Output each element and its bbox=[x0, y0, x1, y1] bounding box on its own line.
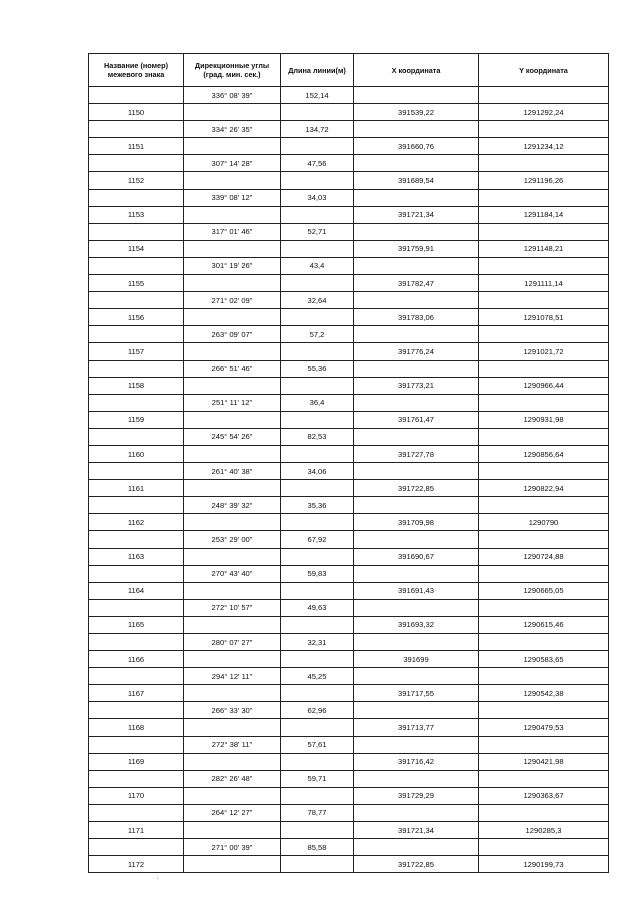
segment-row bbox=[89, 121, 609, 138]
marker-name-cell bbox=[89, 463, 184, 480]
x-coordinate-cell: 391709,98 bbox=[354, 514, 479, 531]
direction-angle-cell: 245° 54' 26" bbox=[184, 428, 281, 445]
y-coordinate-cell: 1291196,26 bbox=[479, 172, 609, 189]
x-coordinate-cell bbox=[354, 839, 479, 856]
marker-name-cell: 1167 bbox=[89, 685, 184, 702]
point-row bbox=[89, 685, 609, 702]
direction-angle-cell: 261° 40' 38" bbox=[184, 463, 281, 480]
line-length-cell: 59,71 bbox=[281, 770, 354, 787]
y-coordinate-cell: 1290724,88 bbox=[479, 548, 609, 565]
y-coordinate-cell: 1290542,38 bbox=[479, 685, 609, 702]
direction-angle-cell: 253° 29' 00" bbox=[184, 531, 281, 548]
direction-angle-cell: 251° 11' 12" bbox=[184, 394, 281, 411]
x-coordinate-cell: 391729,29 bbox=[354, 787, 479, 804]
line-length-cell bbox=[281, 514, 354, 531]
marker-name-cell: 1157 bbox=[89, 343, 184, 360]
direction-angle-cell: 264° 12' 27" bbox=[184, 804, 281, 821]
line-length-cell bbox=[281, 787, 354, 804]
line-length-cell: 67,92 bbox=[281, 531, 354, 548]
x-coordinate-cell: 391773,21 bbox=[354, 377, 479, 394]
direction-angle-cell bbox=[184, 343, 281, 360]
y-coordinate-cell bbox=[479, 463, 609, 480]
line-length-cell: 32,64 bbox=[281, 292, 354, 309]
y-coordinate-cell bbox=[479, 428, 609, 445]
y-coordinate-cell: 1290583,65 bbox=[479, 651, 609, 668]
y-coordinate-cell bbox=[479, 155, 609, 172]
line-length-cell bbox=[281, 445, 354, 462]
x-coordinate-cell: 391689,54 bbox=[354, 172, 479, 189]
line-length-cell: 62,96 bbox=[281, 702, 354, 719]
boundary-coordinates-table bbox=[88, 53, 609, 873]
y-coordinate-cell bbox=[479, 634, 609, 651]
x-coordinate-cell bbox=[354, 668, 479, 685]
direction-angle-cell: 336° 08' 39" bbox=[184, 87, 281, 104]
y-coordinate-cell bbox=[479, 770, 609, 787]
line-length-cell bbox=[281, 616, 354, 633]
marker-name-cell bbox=[89, 702, 184, 719]
marker-name-cell: 1153 bbox=[89, 206, 184, 223]
point-row bbox=[89, 240, 609, 257]
line-length-cell bbox=[281, 685, 354, 702]
line-length-cell: 32,31 bbox=[281, 634, 354, 651]
line-length-cell: 57,2 bbox=[281, 326, 354, 343]
line-length-cell: 82,53 bbox=[281, 428, 354, 445]
direction-angle-cell bbox=[184, 206, 281, 223]
line-length-cell bbox=[281, 651, 354, 668]
x-coordinate-cell bbox=[354, 804, 479, 821]
marker-name-cell bbox=[89, 634, 184, 651]
marker-name-cell: 1168 bbox=[89, 719, 184, 736]
x-coordinate-cell: 391713,77 bbox=[354, 719, 479, 736]
x-coordinate-cell bbox=[354, 463, 479, 480]
header-line-length: Длина линии(м) bbox=[281, 54, 354, 87]
direction-angle-cell bbox=[184, 582, 281, 599]
marker-name-cell: 1166 bbox=[89, 651, 184, 668]
direction-angle-cell: 266° 33' 30" bbox=[184, 702, 281, 719]
segment-row bbox=[89, 87, 609, 104]
line-length-cell bbox=[281, 343, 354, 360]
marker-name-cell: 1169 bbox=[89, 753, 184, 770]
segment-row bbox=[89, 804, 609, 821]
x-coordinate-cell: 391721,34 bbox=[354, 822, 479, 839]
direction-angle-cell bbox=[184, 514, 281, 531]
y-coordinate-cell: 1290856,64 bbox=[479, 445, 609, 462]
segment-row bbox=[89, 839, 609, 856]
x-coordinate-cell bbox=[354, 394, 479, 411]
y-coordinate-cell: 1290479,53 bbox=[479, 719, 609, 736]
header-y-coordinate: Y координата bbox=[479, 54, 609, 87]
segment-row bbox=[89, 531, 609, 548]
y-coordinate-cell bbox=[479, 804, 609, 821]
direction-angle-cell: 248° 39' 32" bbox=[184, 497, 281, 514]
point-row bbox=[89, 548, 609, 565]
x-coordinate-cell bbox=[354, 497, 479, 514]
marker-name-cell bbox=[89, 428, 184, 445]
y-coordinate-cell bbox=[479, 565, 609, 582]
line-length-cell: 36,4 bbox=[281, 394, 354, 411]
marker-name-cell: 1162 bbox=[89, 514, 184, 531]
direction-angle-cell bbox=[184, 548, 281, 565]
marker-name-cell: 1151 bbox=[89, 138, 184, 155]
direction-angle-cell bbox=[184, 685, 281, 702]
y-coordinate-cell bbox=[479, 736, 609, 753]
line-length-cell bbox=[281, 582, 354, 599]
x-coordinate-cell bbox=[354, 121, 479, 138]
marker-name-cell bbox=[89, 770, 184, 787]
y-coordinate-cell bbox=[479, 531, 609, 548]
marker-name-cell bbox=[89, 839, 184, 856]
line-length-cell: 59,83 bbox=[281, 565, 354, 582]
y-coordinate-cell: 1291021,72 bbox=[479, 343, 609, 360]
marker-name-cell: 1156 bbox=[89, 309, 184, 326]
direction-angle-cell: 272° 10' 57" bbox=[184, 599, 281, 616]
x-coordinate-cell: 391783,06 bbox=[354, 309, 479, 326]
x-coordinate-cell: 391727,78 bbox=[354, 445, 479, 462]
scan-speck bbox=[157, 878, 158, 879]
line-length-cell bbox=[281, 377, 354, 394]
y-coordinate-cell: 1290790 bbox=[479, 514, 609, 531]
y-coordinate-cell bbox=[479, 326, 609, 343]
point-row bbox=[89, 787, 609, 804]
line-length-cell bbox=[281, 104, 354, 121]
point-row bbox=[89, 104, 609, 121]
x-coordinate-cell bbox=[354, 770, 479, 787]
marker-name-cell: 1163 bbox=[89, 548, 184, 565]
marker-name-cell: 1164 bbox=[89, 582, 184, 599]
line-length-cell bbox=[281, 309, 354, 326]
y-coordinate-cell bbox=[479, 360, 609, 377]
marker-name-cell bbox=[89, 360, 184, 377]
line-length-cell bbox=[281, 411, 354, 428]
line-length-cell bbox=[281, 275, 354, 292]
segment-row bbox=[89, 292, 609, 309]
y-coordinate-cell: 1290931,98 bbox=[479, 411, 609, 428]
direction-angle-cell: 272° 38' 11" bbox=[184, 736, 281, 753]
segment-row bbox=[89, 223, 609, 240]
marker-name-cell bbox=[89, 565, 184, 582]
y-coordinate-cell bbox=[479, 702, 609, 719]
line-length-cell bbox=[281, 548, 354, 565]
point-row bbox=[89, 138, 609, 155]
line-length-cell: 45,25 bbox=[281, 668, 354, 685]
x-coordinate-cell bbox=[354, 223, 479, 240]
point-row bbox=[89, 514, 609, 531]
y-coordinate-cell bbox=[479, 257, 609, 274]
line-length-cell bbox=[281, 206, 354, 223]
direction-angle-cell: 270° 43' 40" bbox=[184, 565, 281, 582]
x-coordinate-cell: 391693,32 bbox=[354, 616, 479, 633]
x-coordinate-cell bbox=[354, 428, 479, 445]
marker-name-cell bbox=[89, 531, 184, 548]
y-coordinate-cell: 1291292,24 bbox=[479, 104, 609, 121]
y-coordinate-cell: 1291184,14 bbox=[479, 206, 609, 223]
x-coordinate-cell bbox=[354, 326, 479, 343]
y-coordinate-cell: 1291148,21 bbox=[479, 240, 609, 257]
direction-angle-cell: 271° 02' 09" bbox=[184, 292, 281, 309]
direction-angle-cell: 271° 00' 39" bbox=[184, 839, 281, 856]
direction-angle-cell bbox=[184, 856, 281, 873]
marker-name-cell: 1172 bbox=[89, 856, 184, 873]
line-length-cell bbox=[281, 856, 354, 873]
marker-name-cell: 1159 bbox=[89, 411, 184, 428]
y-coordinate-cell bbox=[479, 599, 609, 616]
line-length-cell bbox=[281, 240, 354, 257]
direction-angle-cell bbox=[184, 651, 281, 668]
segment-row bbox=[89, 736, 609, 753]
x-coordinate-cell: 391722,85 bbox=[354, 856, 479, 873]
line-length-cell: 52,71 bbox=[281, 223, 354, 240]
marker-name-cell bbox=[89, 736, 184, 753]
x-coordinate-cell bbox=[354, 531, 479, 548]
marker-name-cell bbox=[89, 497, 184, 514]
line-length-cell: 34,06 bbox=[281, 463, 354, 480]
direction-angle-cell: 317° 01' 46" bbox=[184, 223, 281, 240]
line-length-cell: 85,58 bbox=[281, 839, 354, 856]
segment-row bbox=[89, 497, 609, 514]
y-coordinate-cell: 1291234,12 bbox=[479, 138, 609, 155]
header-x-coordinate: X координата bbox=[354, 54, 479, 87]
x-coordinate-cell: 391691,43 bbox=[354, 582, 479, 599]
direction-angle-cell: 294° 12' 11" bbox=[184, 668, 281, 685]
direction-angle-cell bbox=[184, 753, 281, 770]
x-coordinate-cell bbox=[354, 360, 479, 377]
header-direction-angle: Дирекционные углы (град. мин. сек.) bbox=[184, 54, 281, 87]
marker-name-cell: 1158 bbox=[89, 377, 184, 394]
y-coordinate-cell: 1290363,67 bbox=[479, 787, 609, 804]
segment-row bbox=[89, 155, 609, 172]
x-coordinate-cell: 391699 bbox=[354, 651, 479, 668]
marker-name-cell bbox=[89, 326, 184, 343]
y-coordinate-cell bbox=[479, 394, 609, 411]
marker-name-cell: 1154 bbox=[89, 240, 184, 257]
x-coordinate-cell bbox=[354, 565, 479, 582]
direction-angle-cell bbox=[184, 275, 281, 292]
direction-angle-cell bbox=[184, 822, 281, 839]
direction-angle-cell: 301° 19' 26" bbox=[184, 257, 281, 274]
segment-row bbox=[89, 189, 609, 206]
x-coordinate-cell bbox=[354, 257, 479, 274]
marker-name-cell: 1165 bbox=[89, 616, 184, 633]
x-coordinate-cell bbox=[354, 702, 479, 719]
direction-angle-cell: 334° 26' 35" bbox=[184, 121, 281, 138]
x-coordinate-cell: 391782,47 bbox=[354, 275, 479, 292]
point-row bbox=[89, 651, 609, 668]
direction-angle-cell: 307° 14' 28" bbox=[184, 155, 281, 172]
line-length-cell: 49,63 bbox=[281, 599, 354, 616]
line-length-cell: 35,36 bbox=[281, 497, 354, 514]
line-length-cell: 47,56 bbox=[281, 155, 354, 172]
header-marker-name: Название (номер) межевого знака bbox=[89, 54, 184, 87]
marker-name-cell bbox=[89, 121, 184, 138]
line-length-cell: 78,77 bbox=[281, 804, 354, 821]
x-coordinate-cell: 391722,85 bbox=[354, 480, 479, 497]
x-coordinate-cell: 391539,22 bbox=[354, 104, 479, 121]
direction-angle-cell: 339° 08' 12" bbox=[184, 189, 281, 206]
direction-angle-cell bbox=[184, 104, 281, 121]
x-coordinate-cell: 391776,24 bbox=[354, 343, 479, 360]
point-row bbox=[89, 719, 609, 736]
direction-angle-cell bbox=[184, 616, 281, 633]
y-coordinate-cell: 1290285,3 bbox=[479, 822, 609, 839]
point-row bbox=[89, 411, 609, 428]
table-body bbox=[89, 87, 609, 873]
segment-row bbox=[89, 668, 609, 685]
point-row bbox=[89, 753, 609, 770]
marker-name-cell bbox=[89, 189, 184, 206]
segment-row bbox=[89, 599, 609, 616]
line-length-cell bbox=[281, 138, 354, 155]
point-row bbox=[89, 822, 609, 839]
direction-angle-cell: 280° 07' 27" bbox=[184, 634, 281, 651]
line-length-cell bbox=[281, 822, 354, 839]
y-coordinate-cell bbox=[479, 87, 609, 104]
x-coordinate-cell bbox=[354, 292, 479, 309]
y-coordinate-cell bbox=[479, 292, 609, 309]
direction-angle-cell: 266° 51' 46" bbox=[184, 360, 281, 377]
marker-name-cell: 1155 bbox=[89, 275, 184, 292]
direction-angle-cell bbox=[184, 377, 281, 394]
marker-name-cell: 1152 bbox=[89, 172, 184, 189]
y-coordinate-cell: 1290665,05 bbox=[479, 582, 609, 599]
x-coordinate-cell bbox=[354, 599, 479, 616]
y-coordinate-cell: 1290199,73 bbox=[479, 856, 609, 873]
y-coordinate-cell: 1291078,51 bbox=[479, 309, 609, 326]
point-row bbox=[89, 206, 609, 223]
segment-row bbox=[89, 428, 609, 445]
marker-name-cell: 1170 bbox=[89, 787, 184, 804]
segment-row bbox=[89, 463, 609, 480]
segment-row bbox=[89, 257, 609, 274]
x-coordinate-cell bbox=[354, 634, 479, 651]
y-coordinate-cell bbox=[479, 223, 609, 240]
direction-angle-cell bbox=[184, 480, 281, 497]
x-coordinate-cell: 391717,55 bbox=[354, 685, 479, 702]
point-row bbox=[89, 582, 609, 599]
marker-name-cell bbox=[89, 804, 184, 821]
line-length-cell bbox=[281, 480, 354, 497]
x-coordinate-cell: 391721,34 bbox=[354, 206, 479, 223]
point-row bbox=[89, 856, 609, 873]
direction-angle-cell bbox=[184, 719, 281, 736]
direction-angle-cell bbox=[184, 787, 281, 804]
line-length-cell: 152,14 bbox=[281, 87, 354, 104]
marker-name-cell bbox=[89, 223, 184, 240]
line-length-cell: 34,03 bbox=[281, 189, 354, 206]
x-coordinate-cell bbox=[354, 189, 479, 206]
direction-angle-cell bbox=[184, 240, 281, 257]
segment-row bbox=[89, 394, 609, 411]
line-length-cell: 134,72 bbox=[281, 121, 354, 138]
x-coordinate-cell bbox=[354, 736, 479, 753]
segment-row bbox=[89, 326, 609, 343]
y-coordinate-cell bbox=[479, 668, 609, 685]
marker-name-cell: 1171 bbox=[89, 822, 184, 839]
marker-name-cell bbox=[89, 87, 184, 104]
direction-angle-cell bbox=[184, 138, 281, 155]
marker-name-cell bbox=[89, 257, 184, 274]
point-row bbox=[89, 445, 609, 462]
segment-row bbox=[89, 770, 609, 787]
point-row bbox=[89, 309, 609, 326]
y-coordinate-cell bbox=[479, 121, 609, 138]
x-coordinate-cell bbox=[354, 155, 479, 172]
x-coordinate-cell: 391759,91 bbox=[354, 240, 479, 257]
line-length-cell: 55,36 bbox=[281, 360, 354, 377]
segment-row bbox=[89, 634, 609, 651]
segment-row bbox=[89, 565, 609, 582]
segment-row bbox=[89, 702, 609, 719]
point-row bbox=[89, 275, 609, 292]
line-length-cell: 57,61 bbox=[281, 736, 354, 753]
line-length-cell bbox=[281, 719, 354, 736]
x-coordinate-cell: 391761,47 bbox=[354, 411, 479, 428]
y-coordinate-cell bbox=[479, 497, 609, 514]
marker-name-cell bbox=[89, 394, 184, 411]
marker-name-cell bbox=[89, 599, 184, 616]
direction-angle-cell: 263° 09' 07" bbox=[184, 326, 281, 343]
y-coordinate-cell: 1290615,46 bbox=[479, 616, 609, 633]
point-row bbox=[89, 480, 609, 497]
line-length-cell bbox=[281, 753, 354, 770]
y-coordinate-cell: 1290966,44 bbox=[479, 377, 609, 394]
point-row bbox=[89, 377, 609, 394]
marker-name-cell bbox=[89, 155, 184, 172]
marker-name-cell bbox=[89, 668, 184, 685]
point-row bbox=[89, 172, 609, 189]
marker-name-cell: 1161 bbox=[89, 480, 184, 497]
y-coordinate-cell: 1291111,14 bbox=[479, 275, 609, 292]
segment-row bbox=[89, 360, 609, 377]
x-coordinate-cell: 391716,42 bbox=[354, 753, 479, 770]
y-coordinate-cell bbox=[479, 189, 609, 206]
marker-name-cell: 1160 bbox=[89, 445, 184, 462]
direction-angle-cell bbox=[184, 445, 281, 462]
x-coordinate-cell: 391660,76 bbox=[354, 138, 479, 155]
point-row bbox=[89, 343, 609, 360]
direction-angle-cell bbox=[184, 172, 281, 189]
y-coordinate-cell bbox=[479, 839, 609, 856]
marker-name-cell: 1150 bbox=[89, 104, 184, 121]
y-coordinate-cell: 1290421,98 bbox=[479, 753, 609, 770]
table-header-row bbox=[89, 54, 609, 87]
x-coordinate-cell bbox=[354, 87, 479, 104]
direction-angle-cell: 282° 26' 48" bbox=[184, 770, 281, 787]
marker-name-cell bbox=[89, 292, 184, 309]
point-row bbox=[89, 616, 609, 633]
direction-angle-cell bbox=[184, 309, 281, 326]
line-length-cell bbox=[281, 172, 354, 189]
y-coordinate-cell: 1290822,94 bbox=[479, 480, 609, 497]
direction-angle-cell bbox=[184, 411, 281, 428]
line-length-cell: 43,4 bbox=[281, 257, 354, 274]
x-coordinate-cell: 391690,67 bbox=[354, 548, 479, 565]
